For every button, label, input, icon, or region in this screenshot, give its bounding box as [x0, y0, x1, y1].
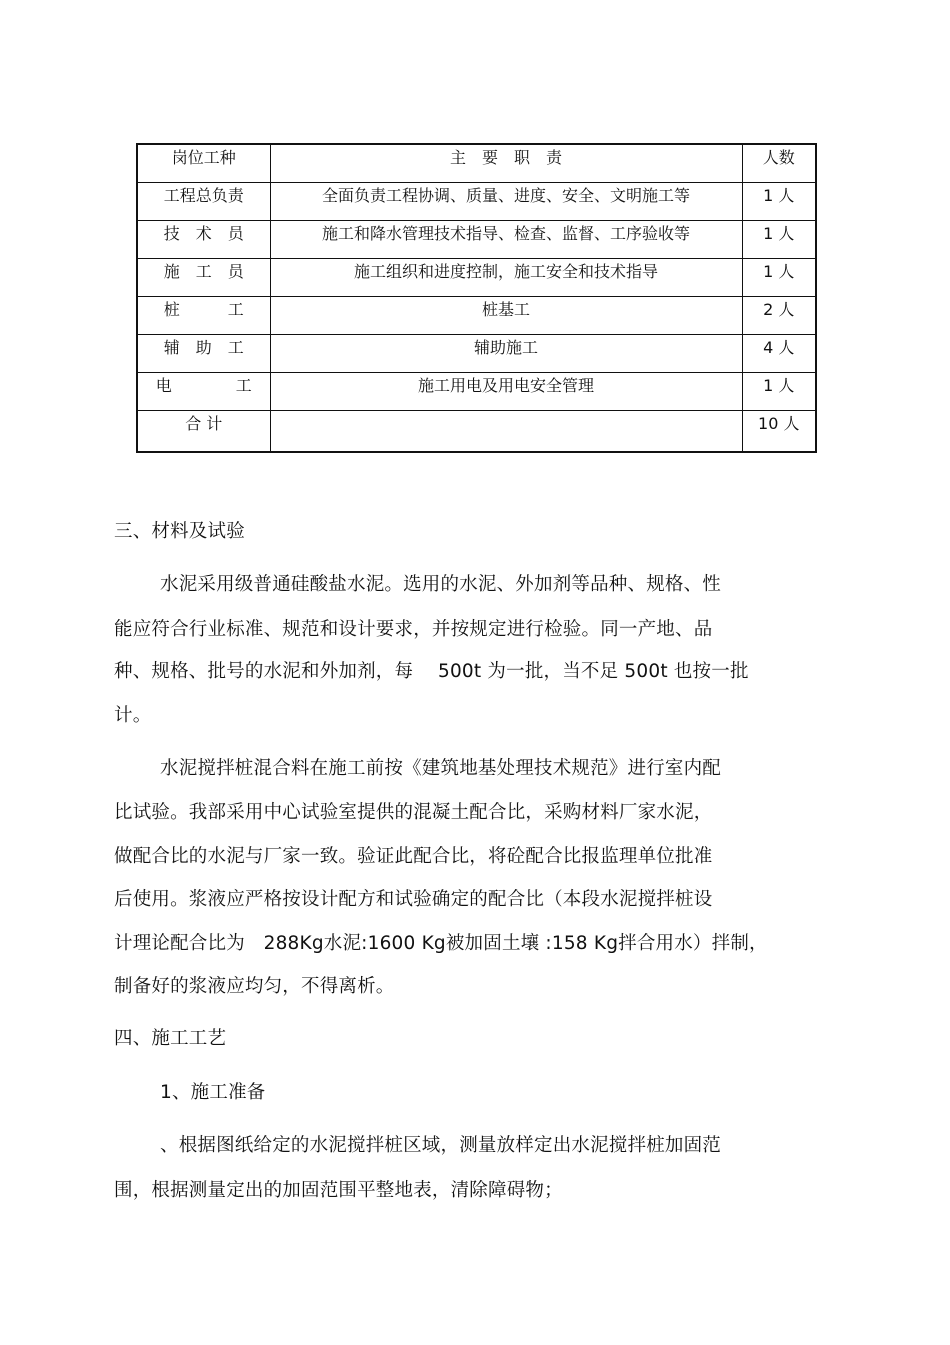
paragraph-line: 能应符合行业标准、规范和设计要求，并按规定进行检验。同一产地、品 — [114, 619, 713, 640]
section-heading-materials: 三、材料及试验 — [114, 521, 245, 542]
paragraph-line: 水泥采用级普通硅酸盐水泥。选用的水泥、外加剂等品种、规格、性 — [160, 574, 722, 595]
cell-duty: 施工用电及用电安全管理 — [270, 373, 742, 411]
table-row — [137, 259, 816, 297]
header-duty: 主 要 职 责 — [270, 144, 742, 183]
cell-count: 4 人 — [742, 335, 816, 373]
paragraph-line: 围，根据测量定出的加固范围平整地表，清除障碍物； — [114, 1180, 563, 1201]
cell-count: 1 人 — [742, 221, 816, 259]
cell-count: 1 人 — [742, 183, 816, 221]
cell-count: 1 人 — [742, 373, 816, 411]
cell-count: 2 人 — [742, 297, 816, 335]
header-count: 人数 — [742, 144, 816, 183]
paragraph-line: 、根据图纸给定的水泥搅拌桩区域，测量放样定出水泥搅拌桩加固范 — [160, 1135, 722, 1156]
cell-count: 1 人 — [742, 259, 816, 297]
paragraph-line: 制备好的浆液应均匀，不得离析。 — [114, 976, 395, 997]
cell-role: 桩 工 — [137, 297, 270, 335]
cell-role: 电 工 — [137, 373, 270, 411]
cell-role: 辅 助 工 — [137, 335, 270, 373]
cell-total-count: 10 人 — [742, 411, 816, 453]
table-row — [137, 183, 816, 221]
table-row — [137, 297, 816, 335]
paragraph-line: 计理论配合比为 288Kg水泥:1600 Kg被加固土壤 :158 Kg拌合用水）拌制， — [114, 933, 768, 954]
paragraph-line: 种、规格、批号的水泥和外加剂，每 500t 为一批，当不足 500t 也按一批 — [114, 661, 749, 682]
table-row — [137, 221, 816, 259]
cell-total-duty — [270, 411, 742, 453]
table-header-row — [137, 144, 816, 183]
paragraph-line: 后使用。浆液应严格按设计配方和试验确定的配合比（本段水泥搅拌桩设 — [114, 889, 713, 910]
cell-total-label: 合 计 — [137, 411, 270, 453]
paragraph-line: 水泥搅拌桩混合料在施工前按《建筑地基处理技术规范》进行室内配 — [160, 758, 722, 779]
staffing-table — [136, 143, 817, 453]
cell-role: 工程总负责 — [137, 183, 270, 221]
cell-duty: 施工组织和进度控制，施工安全和技术指导 — [270, 259, 742, 297]
table-row — [137, 373, 816, 411]
cell-duty: 辅助施工 — [270, 335, 742, 373]
header-role: 岗位工种 — [137, 144, 270, 183]
cell-duty: 全面负责工程协调、质量、进度、安全、文明施工等 — [270, 183, 742, 221]
subheading-preparation: 1、施工准备 — [160, 1082, 266, 1103]
section-heading-process: 四、施工工艺 — [114, 1028, 227, 1049]
table-row — [137, 335, 816, 373]
cell-role: 技 术 员 — [137, 221, 270, 259]
cell-role: 施 工 员 — [137, 259, 270, 297]
paragraph-line: 计。 — [114, 705, 152, 726]
cell-duty: 施工和降水管理技术指导、检查、监督、工序验收等 — [270, 221, 742, 259]
paragraph-line: 做配合比的水泥与厂家一致。验证此配合比，将砼配合比报监理单位批准 — [114, 846, 713, 867]
table-total-row — [137, 411, 816, 453]
paragraph-line: 比试验。我部采用中心试验室提供的混凝土配合比，采购材料厂家水泥， — [114, 802, 713, 823]
cell-duty: 桩基工 — [270, 297, 742, 335]
